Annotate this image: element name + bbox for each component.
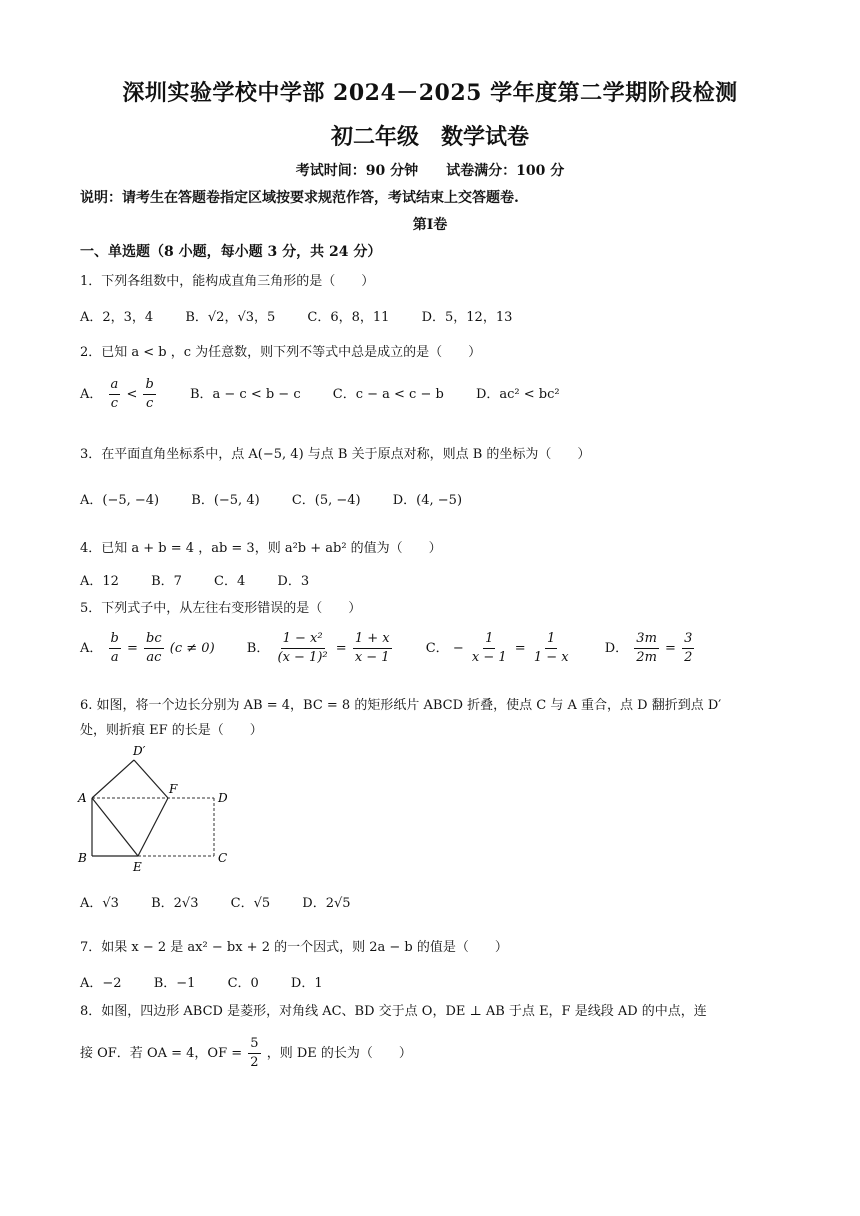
q5-option-d: [605, 630, 697, 667]
q5-option-c-label: C．: [425, 641, 449, 656]
fraction-numerator: 3: [682, 630, 694, 649]
q5-option-b: [247, 630, 394, 667]
question-8-stem-line2: [80, 1035, 412, 1072]
q4-option-a: A．12: [80, 574, 119, 589]
less-than-sign: <: [126, 387, 138, 402]
q6-option-b: B．2√3: [151, 896, 199, 911]
q1-option-d: D．5，12，13: [421, 310, 513, 325]
q3-option-a: A．(−5, −4): [80, 493, 160, 508]
q5-d-fraction-left: [634, 630, 659, 667]
fraction-denominator: 1 − x: [533, 650, 569, 665]
q5-option-a: [80, 630, 215, 667]
q5-c-fraction-left: [470, 630, 509, 667]
question-4-options: [80, 570, 337, 589]
rectangle-fold-figure: [76, 740, 236, 876]
question-1-stem: 1．下列各组数中，能构成直角三角形的是（ ）: [80, 274, 375, 289]
label-e: E: [133, 860, 142, 874]
label-f: F: [169, 782, 178, 796]
q2-option-b: B．a − c < b − c: [189, 387, 301, 402]
fold-line-ef: [138, 798, 168, 856]
label-d: D: [218, 791, 228, 805]
q7-option-a: A．−2: [80, 976, 122, 991]
question-7-stem: 7．如果 x − 2 是 ax² − bx + 2 的一个因式，则 2a − b 的值是（ ）: [80, 940, 508, 955]
fraction-denominator: ac: [146, 650, 162, 665]
q7-option-b: B．−1: [153, 976, 196, 991]
fraction-denominator: 2m: [636, 650, 657, 665]
question-8-stem-line1: 8．如图，四边形 ABCD 是菱形，对角线 AC、BD 交于点 O，DE ⊥ AB 于点 E，F 是线段 AD 的中点，连: [80, 1004, 707, 1019]
q6-option-c: C．√5: [230, 896, 271, 911]
q2-a-fraction-left: [109, 376, 121, 413]
question-1-options: [80, 306, 540, 325]
q2-a-fraction-right: [143, 376, 155, 413]
fraction-numerator: b: [143, 376, 155, 395]
q1-option-a: A．2，3，4: [80, 310, 154, 325]
q4-option-d: D．3: [277, 574, 310, 589]
q8-stem-pre: 接 OF．若 OA = 4，OF =: [80, 1046, 243, 1061]
segment-ad-prime: [92, 760, 134, 798]
fraction-denominator: c: [110, 396, 119, 411]
question-3-options: [80, 489, 490, 508]
q3-option-b: B．(−5, 4): [191, 493, 260, 508]
exam-subtitle: 初二年级 数学试卷: [330, 124, 529, 150]
equals-sign: =: [335, 641, 347, 656]
exam-info: 考试时间：90 分钟 试卷满分：100 分: [295, 163, 565, 179]
fraction-numerator: 1 − x²: [281, 630, 325, 649]
q2-option-a-label: A．: [80, 387, 103, 402]
label-a: A: [78, 791, 87, 805]
q3-option-c: C．(5, −4): [291, 493, 361, 508]
q1-option-c: C．6，8，11: [307, 310, 390, 325]
question-2-options: [80, 376, 588, 413]
equals-sign: =: [514, 641, 526, 656]
fraction-denominator: c: [146, 396, 154, 411]
q5-b-fraction-right: [353, 630, 392, 667]
question-5-options: [80, 630, 724, 667]
fraction-numerator: bc: [144, 630, 164, 649]
q5-option-b-label: B．: [246, 641, 270, 656]
q5-b-fraction-left: [276, 630, 330, 667]
fraction-denominator: a: [110, 650, 119, 665]
q3-option-d: D．(4, −5): [392, 493, 463, 508]
question-6-stem-line2: 处，则折痕 EF 的长是（ ）: [80, 723, 263, 738]
fraction-numerator: a: [109, 376, 121, 395]
question-7-options: [80, 972, 351, 991]
q2-option-a: [80, 376, 158, 413]
question-5-stem: 5．下列式子中，从左往右变形错误的是（ ）: [80, 601, 362, 616]
label-d-prime: D′: [133, 744, 146, 758]
q5-option-c: [426, 630, 573, 667]
fraction-denominator: (x − 1)²: [277, 650, 328, 665]
label-c: C: [218, 851, 228, 865]
fraction-denominator: x − 1: [471, 650, 507, 665]
fraction-numerator: 1 + x: [353, 630, 392, 649]
fraction-numerator: 5: [248, 1035, 260, 1054]
exam-note: 说明：请考生在答题卷指定区域按要求规范作答，考试结束上交答题卷.: [80, 190, 519, 206]
q7-option-c: C．0: [227, 976, 259, 991]
minus-sign: −: [452, 641, 464, 656]
q5-a-fraction-right: [144, 630, 164, 667]
equals-sign: =: [665, 641, 676, 656]
fraction-numerator: 3m: [634, 630, 659, 649]
q4-option-b: B．7: [151, 574, 182, 589]
question-4-stem: 4．已知 a + b = 4 ，ab = 3，则 a²b + ab² 的值为（ ）: [80, 541, 442, 556]
exam-title: 深圳实验学校中学部 2024－2025 学年度第二学期阶段检测: [122, 80, 738, 106]
fraction-numerator: b: [109, 630, 121, 649]
question-3-stem: 3．在平面直角坐标系中，点 A(−5, 4) 与点 B 关于原点对称，则点 B 的坐标为（ ）: [80, 447, 591, 462]
q8-stem-post: ，则 DE 的长为（ ）: [266, 1046, 412, 1061]
section-heading: 一、单选题（8 小题，每小题 3 分，共 24 分）: [80, 244, 382, 260]
part-heading: 第Ⅰ卷: [412, 217, 448, 233]
q2-option-d: D．ac² < bc²: [475, 387, 560, 402]
fraction-denominator: 2: [684, 650, 693, 665]
q2-option-c: C．c − a < c − b: [332, 387, 444, 402]
q5-option-a-label: A．: [80, 641, 103, 656]
q6-option-a: A．√3: [80, 896, 119, 911]
question-6-options: [80, 892, 379, 911]
segment-ae: [92, 798, 138, 856]
question-6-stem-line1: 6. 如图，将一个边长分别为 AB = 4，BC = 8 的矩形纸片 ABCD 折叠，使点 C 与 A 重合，点 D 翻折到点 D′: [80, 698, 722, 713]
question-2-stem: 2．已知 a < b ，c 为任意数，则下列不等式中总是成立的是（ ）: [80, 345, 482, 360]
equals-sign: =: [127, 641, 138, 656]
fraction-numerator: 1: [483, 630, 495, 649]
q5-d-fraction-right: [682, 630, 694, 667]
segment-d-prime-f: [134, 760, 168, 798]
q5-option-d-label: D．: [604, 641, 629, 656]
q8-fraction: [248, 1035, 260, 1072]
label-b: B: [78, 851, 87, 865]
q6-option-d: D．2√5: [302, 896, 351, 911]
q5-c-fraction-right: [532, 630, 571, 667]
q7-option-d: D．1: [290, 976, 323, 991]
q5-a-fraction-left: [109, 630, 121, 667]
fraction-denominator: x − 1: [354, 650, 390, 665]
fraction-denominator: 2: [250, 1055, 259, 1070]
q4-option-c: C．4: [214, 574, 246, 589]
q5-a-condition: (c ≠ 0): [169, 641, 215, 656]
fraction-numerator: 1: [545, 630, 557, 649]
q1-option-b: B．√2，√3，5: [185, 310, 276, 325]
